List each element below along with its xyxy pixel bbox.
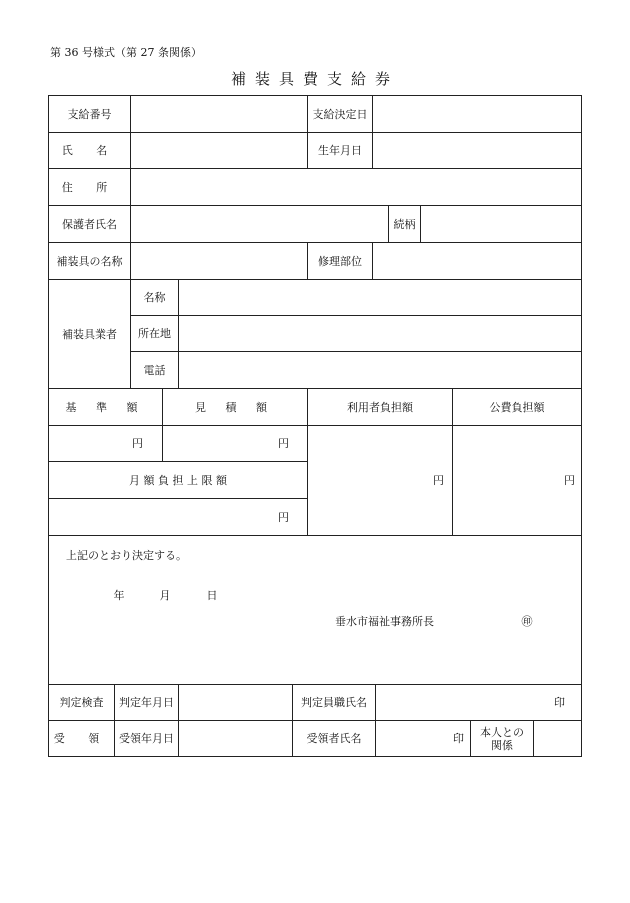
judge-seal: 印 bbox=[554, 696, 565, 709]
judge-name-label: 判定員職氏名 bbox=[301, 696, 367, 709]
decision-statement: 上記のとおり決定する。 bbox=[66, 548, 187, 562]
decision-date-label: 支給決定日 bbox=[312, 107, 368, 121]
col-foot-f bbox=[533, 720, 534, 756]
standard-amount-label: 基 準 額 bbox=[65, 400, 146, 414]
col-rel-b bbox=[420, 205, 421, 242]
vendor-name-label: 名称 bbox=[143, 291, 166, 304]
col-label-a bbox=[130, 95, 131, 279]
rule-vendor-a bbox=[130, 315, 582, 316]
rule-bottom bbox=[48, 756, 582, 757]
judgment-check-label: 判定検査 bbox=[59, 696, 104, 709]
col-repair-b bbox=[372, 242, 373, 279]
name-label: 氏 名 bbox=[61, 144, 118, 157]
vendor-label: 補装具業者 bbox=[62, 327, 117, 341]
vendor-phone-label: 電話 bbox=[143, 363, 166, 377]
guardian-name-label: 保護者氏名 bbox=[62, 217, 117, 231]
issuer-seal: ㊞ bbox=[521, 614, 533, 628]
judgment-date-label: 判定年月日 bbox=[119, 696, 174, 709]
receiver-seal: 印 bbox=[453, 732, 464, 745]
monthly-cap-label: 月 額 負 担 上 限 額 bbox=[129, 473, 227, 487]
decision-day: 日 bbox=[206, 588, 218, 602]
document-title: 補装具費支給券 bbox=[230, 70, 399, 88]
user-burden-label: 利用者負担額 bbox=[347, 400, 413, 414]
birth-date-label: 生年月日 bbox=[318, 144, 362, 157]
receipt-date-label: 受領年月日 bbox=[119, 732, 174, 745]
public-burden-yen: 円 bbox=[564, 474, 575, 487]
col-foot-b bbox=[178, 684, 179, 756]
receipt-label: 受 領 bbox=[53, 732, 110, 745]
monthly-cap-yen: 円 bbox=[278, 510, 289, 524]
table-border-right bbox=[581, 95, 582, 757]
col-vendor-b bbox=[178, 279, 179, 388]
col-foot-e bbox=[470, 720, 471, 756]
user-burden-yen: 円 bbox=[433, 474, 444, 487]
form-reference: 第 36 号様式（第 27 条関係） bbox=[50, 46, 202, 59]
estimate-amount-label: 見 積 額 bbox=[195, 400, 275, 414]
relationship-label: 続柄 bbox=[393, 217, 416, 231]
device-name-label: 補装具の名称 bbox=[56, 254, 123, 268]
decision-year: 年 bbox=[113, 588, 125, 602]
vendor-location-label: 所在地 bbox=[138, 327, 171, 340]
rule-row10 bbox=[48, 535, 582, 536]
issuer-name: 垂水市福祉事務所長 bbox=[335, 614, 434, 628]
standard-amount-yen: 円 bbox=[132, 437, 143, 450]
rule-vendor-b bbox=[130, 351, 582, 352]
public-burden-label: 公費負担額 bbox=[489, 400, 545, 414]
decision-month: 月 bbox=[159, 588, 171, 602]
estimate-amount-yen: 円 bbox=[278, 437, 289, 450]
repair-part-label: 修理部位 bbox=[318, 254, 362, 268]
payment-number-label: 支給番号 bbox=[67, 107, 112, 121]
col-mid-b bbox=[372, 95, 373, 169]
receiver-name-label: 受領者氏名 bbox=[306, 732, 362, 745]
address-label: 住 所 bbox=[61, 180, 118, 194]
relation-to-person-label: 本人との関係 bbox=[480, 725, 524, 752]
